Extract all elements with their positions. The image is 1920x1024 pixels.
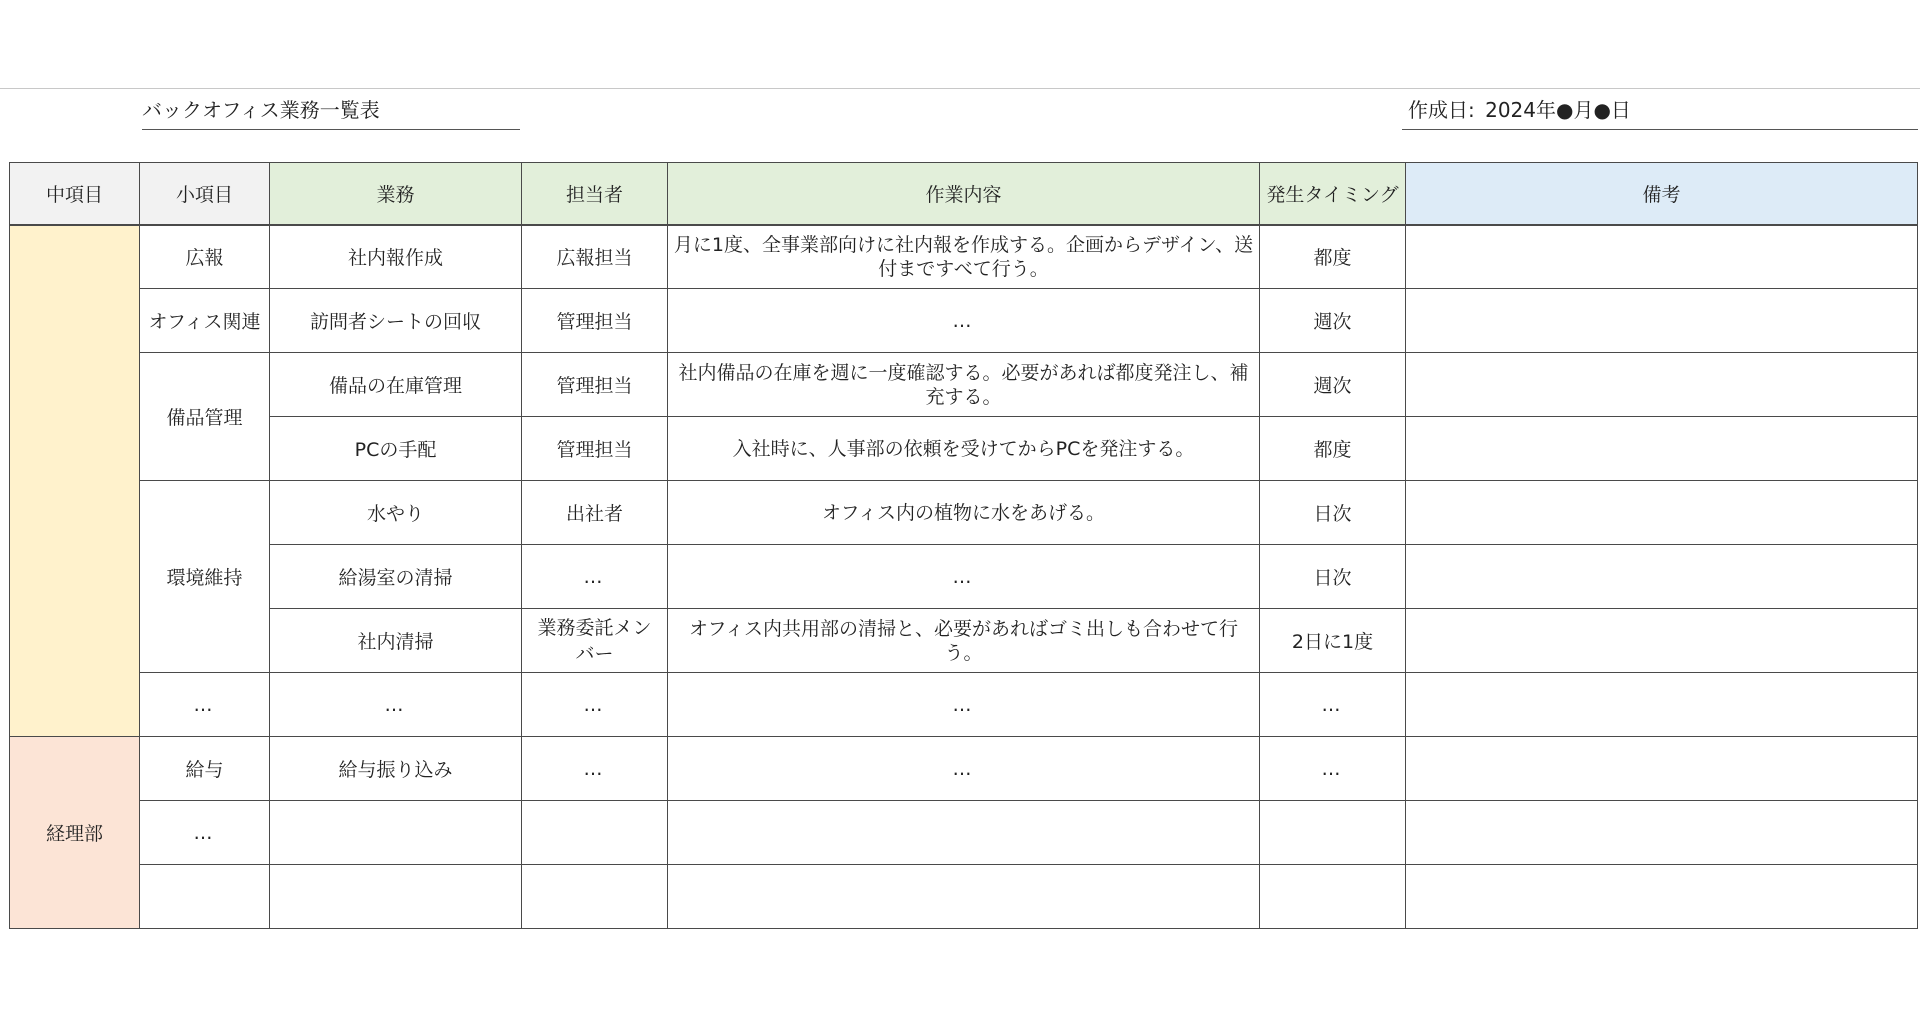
notes-cell[interactable]: [1406, 801, 1918, 865]
work-content-cell[interactable]: 入社時に、人事部の依頼を受けてからPCを発注する。: [668, 417, 1260, 481]
header-row: [10, 163, 1918, 225]
sub-category-cell[interactable]: オフィス関連: [140, 289, 270, 353]
owner-cell[interactable]: 管理担当: [522, 289, 668, 353]
task-cell[interactable]: …: [270, 673, 522, 737]
table-row: [10, 289, 1918, 353]
task-cell[interactable]: PCの手配: [270, 417, 522, 481]
owner-cell[interactable]: …: [522, 673, 668, 737]
task-cell[interactable]: 給湯室の清掃: [270, 545, 522, 609]
table-row: [10, 673, 1918, 737]
timing-cell[interactable]: …: [1260, 737, 1406, 801]
created-date: [1402, 94, 1918, 130]
table-row: [10, 225, 1918, 289]
work-content-cell[interactable]: …: [668, 673, 1260, 737]
owner-cell[interactable]: …: [522, 545, 668, 609]
table-row: [10, 417, 1918, 481]
notes-cell[interactable]: [1406, 353, 1918, 417]
sub-category-cell[interactable]: …: [140, 673, 270, 737]
owner-cell[interactable]: [522, 801, 668, 865]
work-content-cell[interactable]: …: [668, 289, 1260, 353]
timing-cell[interactable]: 都度: [1260, 225, 1406, 289]
task-cell[interactable]: 訪問者シートの回収: [270, 289, 522, 353]
table-row: [10, 353, 1918, 417]
notes-cell[interactable]: [1406, 673, 1918, 737]
timing-cell[interactable]: …: [1260, 673, 1406, 737]
owner-cell[interactable]: 業務委託メンバー: [522, 609, 668, 673]
owner-cell[interactable]: …: [522, 737, 668, 801]
sub-category-cell[interactable]: 備品管理: [140, 353, 270, 481]
notes-cell[interactable]: [1406, 289, 1918, 353]
column-header-task[interactable]: 業務: [270, 163, 522, 225]
sub-category-cell[interactable]: 広報: [140, 225, 270, 289]
top-divider: [0, 88, 1920, 89]
owner-cell[interactable]: 管理担当: [522, 353, 668, 417]
work-content-cell[interactable]: オフィス内の植物に水をあげる。: [668, 481, 1260, 545]
table-row: [10, 737, 1918, 801]
work-content-cell[interactable]: …: [668, 545, 1260, 609]
work-content-cell[interactable]: 月に1度、全事業部向けに社内報を作成する。企画からデザイン、送付まですべて行う。: [668, 225, 1260, 289]
column-header-timing[interactable]: 発生タイミング: [1260, 163, 1406, 225]
column-header-owner[interactable]: 担当者: [522, 163, 668, 225]
column-header-mid-category[interactable]: 中項目: [10, 163, 140, 225]
table-row: [10, 481, 1918, 545]
task-cell[interactable]: 社内清掃: [270, 609, 522, 673]
notes-cell[interactable]: [1406, 545, 1918, 609]
owner-cell[interactable]: [522, 865, 668, 929]
sub-category-cell[interactable]: 給与: [140, 737, 270, 801]
sub-category-cell[interactable]: …: [140, 801, 270, 865]
task-cell[interactable]: [270, 801, 522, 865]
notes-cell[interactable]: [1406, 225, 1918, 289]
table-row: [10, 801, 1918, 865]
backoffice-task-table: [9, 162, 1918, 929]
timing-cell[interactable]: 週次: [1260, 289, 1406, 353]
created-date-value[interactable]: 2024年●月●日: [1485, 98, 1631, 122]
table-row: [10, 545, 1918, 609]
task-cell[interactable]: 給与振り込み: [270, 737, 522, 801]
work-content-cell[interactable]: …: [668, 737, 1260, 801]
owner-cell[interactable]: 管理担当: [522, 417, 668, 481]
task-cell[interactable]: 社内報作成: [270, 225, 522, 289]
timing-cell[interactable]: 都度: [1260, 417, 1406, 481]
table-row: [10, 865, 1918, 929]
created-date-label: 作成日:: [1408, 98, 1475, 122]
notes-cell[interactable]: [1406, 737, 1918, 801]
task-cell[interactable]: 備品の在庫管理: [270, 353, 522, 417]
work-content-cell[interactable]: [668, 801, 1260, 865]
column-header-sub-category[interactable]: 小項目: [140, 163, 270, 225]
document-title: バックオフィス業務一覧表: [142, 94, 520, 130]
mid-category-cell[interactable]: [10, 225, 140, 737]
notes-cell[interactable]: [1406, 609, 1918, 673]
work-content-cell[interactable]: [668, 865, 1260, 929]
sub-category-cell[interactable]: [140, 865, 270, 929]
timing-cell[interactable]: 2日に1度: [1260, 609, 1406, 673]
notes-cell[interactable]: [1406, 865, 1918, 929]
mid-category-cell[interactable]: 経理部: [10, 737, 140, 929]
table-row: [10, 609, 1918, 673]
owner-cell[interactable]: 出社者: [522, 481, 668, 545]
task-cell[interactable]: [270, 865, 522, 929]
work-content-cell[interactable]: オフィス内共用部の清掃と、必要があればゴミ出しも合わせて行う。: [668, 609, 1260, 673]
timing-cell[interactable]: 日次: [1260, 545, 1406, 609]
task-cell[interactable]: 水やり: [270, 481, 522, 545]
column-header-work-content[interactable]: 作業内容: [668, 163, 1260, 225]
owner-cell[interactable]: 広報担当: [522, 225, 668, 289]
timing-cell[interactable]: 日次: [1260, 481, 1406, 545]
notes-cell[interactable]: [1406, 481, 1918, 545]
timing-cell[interactable]: 週次: [1260, 353, 1406, 417]
notes-cell[interactable]: [1406, 417, 1918, 481]
column-header-notes[interactable]: 備考: [1406, 163, 1918, 225]
timing-cell[interactable]: [1260, 801, 1406, 865]
timing-cell[interactable]: [1260, 865, 1406, 929]
work-content-cell[interactable]: 社内備品の在庫を週に一度確認する。必要があれば都度発注し、補充する。: [668, 353, 1260, 417]
sub-category-cell[interactable]: 環境維持: [140, 481, 270, 673]
